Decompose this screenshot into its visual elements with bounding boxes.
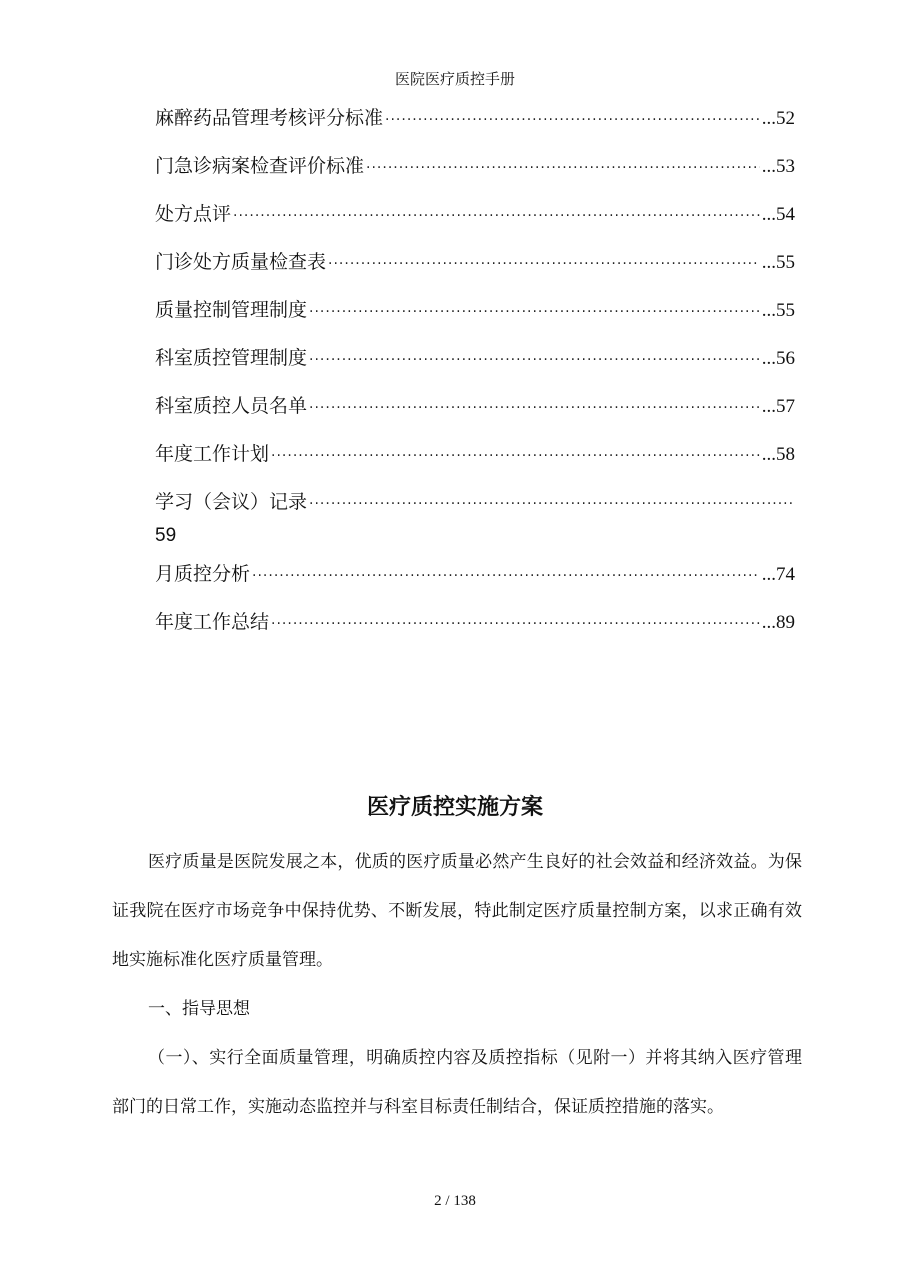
toc-entry-title: 科室质控人员名单 [155, 395, 308, 417]
table-of-contents [155, 100, 795, 652]
toc-entry-title: 麻醉药品管理考核评分标准 [155, 107, 384, 129]
toc-leader-dots [271, 438, 760, 474]
toc-entry-page: ... 58 [762, 437, 795, 473]
toc-leader-dots [309, 486, 793, 520]
toc-leader-dots [328, 246, 760, 282]
page-number: 2 / 138 [434, 1193, 476, 1209]
toc-entry-title: 月质控分析 [155, 563, 251, 585]
toc-leader-dots [271, 606, 760, 642]
toc-entry[interactable] [155, 292, 795, 340]
toc-entry[interactable] [155, 148, 795, 196]
toc-leader-dots [309, 390, 760, 426]
toc-entry-title: 门急诊病案检查评价标准 [155, 155, 365, 177]
toc-leader-dots [233, 198, 760, 234]
toc-leader-dots [385, 102, 760, 138]
body-paragraph: （一）、实行全面质量管理，明确质控内容及质控指标（见附一）并将其纳入医疗管理部门的日常工作，实施动态监控并与科室目标责任制结合，保证质控措施的落实。 [112, 1048, 802, 1117]
toc-entry-page: ... 55 [762, 293, 795, 329]
toc-entry-title: 科室质控管理制度 [155, 347, 308, 369]
toc-entry-title: 质量控制管理制度 [155, 299, 308, 321]
toc-leader-dots [366, 150, 760, 186]
toc-entry-page: 59 [155, 525, 177, 546]
section-body [112, 838, 802, 1132]
toc-entry[interactable] [155, 484, 795, 552]
toc-entry-page: ... 89 [762, 605, 795, 641]
toc-leader-dots [252, 558, 760, 594]
toc-entry[interactable] [155, 388, 795, 436]
toc-entry-title: 学习（会议）记录 [155, 491, 308, 513]
section-title: 医疗质控实施方案 [366, 795, 543, 820]
toc-entry-title: 处方点评 [155, 203, 232, 225]
toc-entry[interactable] [155, 244, 795, 292]
toc-leader-dots [309, 342, 760, 378]
body-paragraph: 一、指导思想 [148, 999, 250, 1019]
toc-entry-page: ... 55 [762, 245, 795, 281]
toc-leader-dots [309, 294, 760, 330]
toc-entry-title: 门诊处方质量检查表 [155, 251, 327, 273]
toc-entry-title: 年度工作计划 [155, 443, 270, 465]
toc-entry-page: ... 74 [762, 557, 795, 593]
toc-entry[interactable] [155, 340, 795, 388]
toc-entry-page: ... 53 [762, 149, 795, 185]
toc-entry[interactable] [155, 196, 795, 244]
toc-entry-page: ... 52 [762, 101, 795, 137]
toc-entry[interactable] [155, 436, 795, 484]
toc-entry-page: ... 57 [762, 389, 795, 425]
toc-entry-page: ... 56 [762, 341, 795, 377]
toc-entry[interactable] [155, 604, 795, 652]
toc-entry[interactable] [155, 100, 795, 148]
body-paragraph: 医疗质量是医院发展之本，优质的医疗质量必然产生良好的社会效益和经济效益。为保证我院在医疗市场竞争中保持优势、不断发展，特此制定医疗质量控制方案，以求正确有效地实施标准化医疗质量管理。 [112, 852, 802, 970]
toc-entry[interactable] [155, 556, 795, 604]
toc-entry-page: ... 54 [762, 197, 795, 233]
toc-entry-title: 年度工作总结 [155, 611, 270, 633]
page-header: 医院医疗质控手册 [394, 70, 515, 88]
